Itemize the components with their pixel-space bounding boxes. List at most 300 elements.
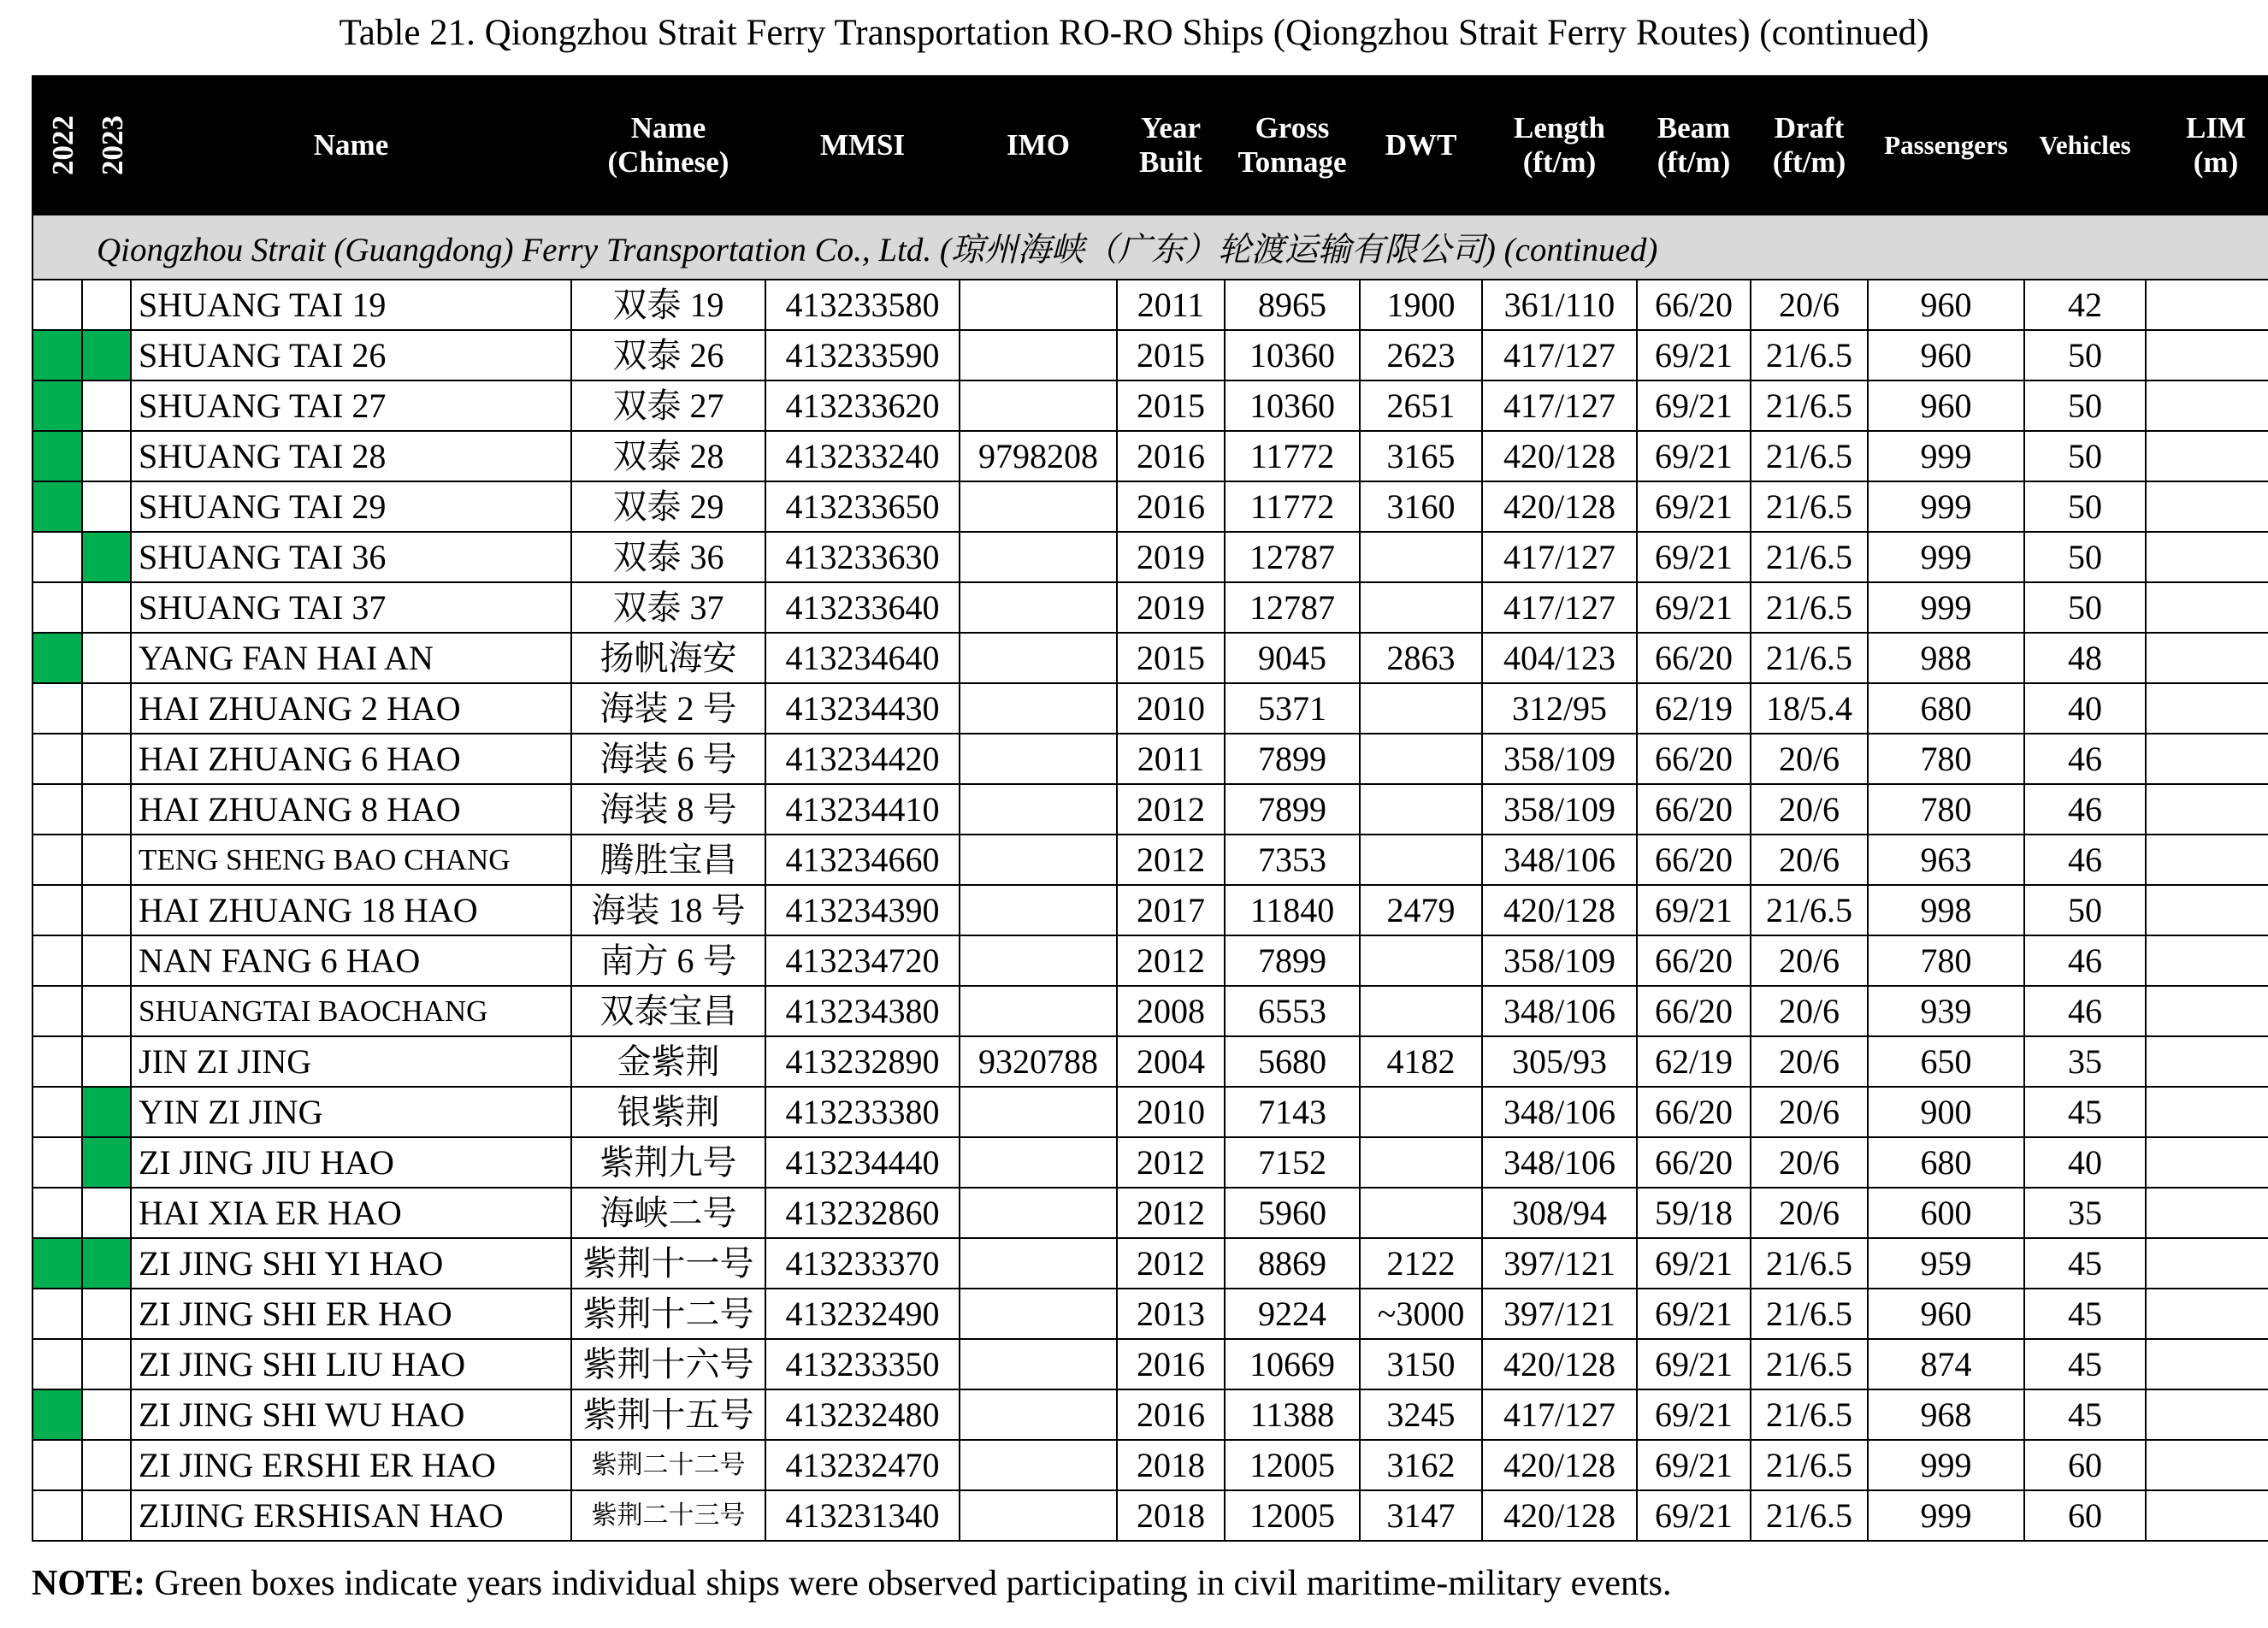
- mmsi-cell: 413233620: [765, 380, 960, 431]
- draft-cell: 20/6: [1751, 280, 1868, 330]
- observed-2022-box: [32, 280, 82, 330]
- observed-2023-box: [82, 330, 131, 380]
- length-cell: 348/106: [1482, 986, 1637, 1036]
- length-cell: 404/123: [1482, 633, 1637, 683]
- table-row: [32, 784, 2268, 835]
- lim-cell: [2146, 1289, 2268, 1339]
- passengers-cell: 999: [1868, 532, 2024, 582]
- dwt-cell: [1360, 734, 1482, 784]
- observed-2022-box: [32, 633, 82, 683]
- length-cell: 420/128: [1482, 1490, 1637, 1541]
- draft-cell: 20/6: [1751, 734, 1868, 784]
- table-row: [32, 885, 2268, 935]
- year-built-cell: 2013: [1117, 1289, 1225, 1339]
- ship-name: HAI ZHUANG 18 HAO: [131, 885, 571, 935]
- beam-cell: 69/21: [1637, 1389, 1751, 1440]
- ship-name-chinese: 紫荆二十三号: [571, 1490, 765, 1541]
- dwt-cell: 3165: [1360, 431, 1482, 481]
- imo-cell: [960, 1289, 1117, 1339]
- beam-cell: 66/20: [1637, 986, 1751, 1036]
- imo-cell: [960, 885, 1117, 935]
- vehicles-cell: 50: [2024, 582, 2146, 633]
- imo-cell: [960, 1087, 1117, 1137]
- draft-cell: 21/6.5: [1751, 582, 1868, 633]
- header-row: [32, 76, 2268, 215]
- dwt-cell: [1360, 683, 1482, 734]
- observed-2023-box: [82, 582, 131, 633]
- length-cell: 312/95: [1482, 683, 1637, 734]
- gross-tonnage-cell: 7353: [1225, 835, 1360, 885]
- table-row: [32, 734, 2268, 784]
- vehicles-cell: 50: [2024, 431, 2146, 481]
- dwt-cell: [1360, 935, 1482, 986]
- year-built-cell: 2015: [1117, 633, 1225, 683]
- lim-cell: [2146, 986, 2268, 1036]
- table-row: [32, 1087, 2268, 1137]
- passengers-cell: 680: [1868, 683, 2024, 734]
- year-built-cell: 2012: [1117, 784, 1225, 835]
- lim-cell: [2146, 1036, 2268, 1087]
- imo-cell: [960, 481, 1117, 532]
- ship-name-chinese: 双泰 26: [571, 330, 765, 380]
- observed-2023-box: [82, 1339, 131, 1389]
- ship-name: NAN FANG 6 HAO: [131, 935, 571, 986]
- table-row: [32, 935, 2268, 986]
- length-cell: 348/106: [1482, 835, 1637, 885]
- ship-name: HAI ZHUANG 6 HAO: [131, 734, 571, 784]
- vehicles-cell: 45: [2024, 1339, 2146, 1389]
- year-built-cell: 2011: [1117, 734, 1225, 784]
- lim-cell: [2146, 784, 2268, 835]
- vehicles-cell: 60: [2024, 1440, 2146, 1490]
- mmsi-cell: 413234390: [765, 885, 960, 935]
- gross-tonnage-cell: 12787: [1225, 532, 1360, 582]
- mmsi-cell: 413234640: [765, 633, 960, 683]
- beam-cell: 69/21: [1637, 431, 1751, 481]
- year-built-cell: 2008: [1117, 986, 1225, 1036]
- length-cell: 420/128: [1482, 885, 1637, 935]
- draft-cell: 20/6: [1751, 835, 1868, 885]
- passengers-cell: 780: [1868, 784, 2024, 835]
- header-imo: IMO: [960, 76, 1117, 215]
- ship-name-chinese: 紫荆十二号: [571, 1289, 765, 1339]
- beam-cell: 66/20: [1637, 835, 1751, 885]
- dwt-cell: 2863: [1360, 633, 1482, 683]
- beam-cell: 66/20: [1637, 784, 1751, 835]
- draft-cell: 20/6: [1751, 1036, 1868, 1087]
- beam-cell: 66/20: [1637, 280, 1751, 330]
- lim-cell: [2146, 1087, 2268, 1137]
- draft-cell: 21/6.5: [1751, 380, 1868, 431]
- dwt-cell: 3162: [1360, 1440, 1482, 1490]
- mmsi-cell: 413234410: [765, 784, 960, 835]
- ship-name-chinese: 双泰 27: [571, 380, 765, 431]
- year-built-cell: 2016: [1117, 481, 1225, 532]
- passengers-cell: 600: [1868, 1188, 2024, 1238]
- beam-cell: 66/20: [1637, 1137, 1751, 1188]
- table-row: [32, 986, 2268, 1036]
- ship-name: YIN ZI JING: [131, 1087, 571, 1137]
- dwt-cell: [1360, 1087, 1482, 1137]
- table-row: [32, 431, 2268, 481]
- ship-name: HAI XIA ER HAO: [131, 1188, 571, 1238]
- length-cell: 348/106: [1482, 1137, 1637, 1188]
- header-draft: Draft (ft/m): [1751, 76, 1868, 215]
- ship-name-chinese: 紫荆九号: [571, 1137, 765, 1188]
- table-row: [32, 1389, 2268, 1440]
- header-length: Length (ft/m): [1482, 76, 1637, 215]
- ship-name-chinese: 银紫荆: [571, 1087, 765, 1137]
- draft-cell: 21/6.5: [1751, 885, 1868, 935]
- lim-cell: [2146, 683, 2268, 734]
- mmsi-cell: 413234380: [765, 986, 960, 1036]
- beam-cell: 66/20: [1637, 1087, 1751, 1137]
- draft-cell: 21/6.5: [1751, 431, 1868, 481]
- passengers-cell: 680: [1868, 1137, 2024, 1188]
- gross-tonnage-cell: 8965: [1225, 280, 1360, 330]
- lim-cell: [2146, 1440, 2268, 1490]
- observed-2023-box: [82, 935, 131, 986]
- imo-cell: [960, 935, 1117, 986]
- observed-2022-box: [32, 330, 82, 380]
- draft-cell: 21/6.5: [1751, 1289, 1868, 1339]
- year-built-cell: 2012: [1117, 1188, 1225, 1238]
- mmsi-cell: 413234430: [765, 683, 960, 734]
- dwt-cell: [1360, 1137, 1482, 1188]
- passengers-cell: 999: [1868, 481, 2024, 532]
- passengers-cell: 999: [1868, 1440, 2024, 1490]
- imo-cell: [960, 784, 1117, 835]
- beam-cell: 69/21: [1637, 582, 1751, 633]
- lim-cell: [2146, 935, 2268, 986]
- gross-tonnage-cell: 8869: [1225, 1238, 1360, 1289]
- lim-cell: [2146, 380, 2268, 431]
- observed-2023-box: [82, 1188, 131, 1238]
- table-row: [32, 1238, 2268, 1289]
- mmsi-cell: 413233380: [765, 1087, 960, 1137]
- dwt-cell: [1360, 1188, 1482, 1238]
- table-row: [32, 1289, 2268, 1339]
- ship-name: SHUANG TAI 29: [131, 481, 571, 532]
- observed-2023-box: [82, 1289, 131, 1339]
- beam-cell: 69/21: [1637, 380, 1751, 431]
- observed-2022-box: [32, 885, 82, 935]
- observed-2022-box: [32, 1238, 82, 1289]
- passengers-cell: 960: [1868, 380, 2024, 431]
- vehicles-cell: 35: [2024, 1188, 2146, 1238]
- observed-2022-box: [32, 935, 82, 986]
- imo-cell: [960, 1490, 1117, 1541]
- vehicles-cell: 50: [2024, 330, 2146, 380]
- length-cell: 420/128: [1482, 431, 1637, 481]
- draft-cell: 21/6.5: [1751, 532, 1868, 582]
- lim-cell: [2146, 1137, 2268, 1188]
- beam-cell: 69/21: [1637, 1490, 1751, 1541]
- ship-name-chinese: 海装 2 号: [571, 683, 765, 734]
- vehicles-cell: 60: [2024, 1490, 2146, 1541]
- length-cell: 358/109: [1482, 784, 1637, 835]
- mmsi-cell: 413232470: [765, 1440, 960, 1490]
- vehicles-cell: 46: [2024, 734, 2146, 784]
- imo-cell: 9798208: [960, 431, 1117, 481]
- dwt-cell: 4182: [1360, 1036, 1482, 1087]
- header-passengers: Passengers: [1868, 76, 2024, 215]
- observed-2023-box: [82, 986, 131, 1036]
- mmsi-cell: 413231340: [765, 1490, 960, 1541]
- mmsi-cell: 413232480: [765, 1389, 960, 1440]
- lim-cell: [2146, 431, 2268, 481]
- vehicles-cell: 50: [2024, 380, 2146, 431]
- observed-2022-box: [32, 1087, 82, 1137]
- draft-cell: 21/6.5: [1751, 1238, 1868, 1289]
- imo-cell: [960, 380, 1117, 431]
- length-cell: 348/106: [1482, 1087, 1637, 1137]
- mmsi-cell: 413233580: [765, 280, 960, 330]
- beam-cell: 69/21: [1637, 1339, 1751, 1389]
- mmsi-cell: 413233350: [765, 1339, 960, 1389]
- observed-2023-box: [82, 633, 131, 683]
- draft-cell: 21/6.5: [1751, 330, 1868, 380]
- observed-2022-box: [32, 784, 82, 835]
- gross-tonnage-cell: 9045: [1225, 633, 1360, 683]
- ship-name: SHUANG TAI 28: [131, 431, 571, 481]
- table-row: [32, 683, 2268, 734]
- dwt-cell: [1360, 784, 1482, 835]
- gross-tonnage-cell: 11388: [1225, 1389, 1360, 1440]
- vehicles-cell: 48: [2024, 633, 2146, 683]
- header-vehicles: Vehicles: [2024, 76, 2146, 215]
- beam-cell: 69/21: [1637, 481, 1751, 532]
- draft-cell: 18/5.4: [1751, 683, 1868, 734]
- dwt-cell: [1360, 986, 1482, 1036]
- year-built-cell: 2012: [1117, 835, 1225, 885]
- observed-2022-box: [32, 1339, 82, 1389]
- year-built-cell: 2012: [1117, 935, 1225, 986]
- ship-name: ZI JING SHI YI HAO: [131, 1238, 571, 1289]
- passengers-cell: 999: [1868, 582, 2024, 633]
- length-cell: 397/121: [1482, 1238, 1637, 1289]
- year-built-cell: 2015: [1117, 330, 1225, 380]
- lim-cell: [2146, 582, 2268, 633]
- ship-name-chinese: 海装 8 号: [571, 784, 765, 835]
- imo-cell: [960, 280, 1117, 330]
- section-title: Qiongzhou Strait (Guangdong) Ferry Transportation Co., Ltd. (琼州海峡（广东）轮渡运输有限公司) (continued): [32, 215, 2268, 280]
- ship-name: SHUANG TAI 37: [131, 582, 571, 633]
- header-2023: 2023: [82, 76, 131, 215]
- gross-tonnage-cell: 5960: [1225, 1188, 1360, 1238]
- ship-name-chinese: 双泰 29: [571, 481, 765, 532]
- passengers-cell: 999: [1868, 431, 2024, 481]
- observed-2023-box: [82, 1440, 131, 1490]
- gross-tonnage-cell: 11772: [1225, 431, 1360, 481]
- observed-2022-box: [32, 532, 82, 582]
- ship-name-chinese: 双泰 28: [571, 431, 765, 481]
- dwt-cell: 2651: [1360, 380, 1482, 431]
- ship-name: ZI JING JIU HAO: [131, 1137, 571, 1188]
- imo-cell: 9320788: [960, 1036, 1117, 1087]
- draft-cell: 20/6: [1751, 986, 1868, 1036]
- imo-cell: [960, 1137, 1117, 1188]
- passengers-cell: 939: [1868, 986, 2024, 1036]
- gross-tonnage-cell: 12005: [1225, 1440, 1360, 1490]
- beam-cell: 62/19: [1637, 683, 1751, 734]
- ship-name: JIN ZI JING: [131, 1036, 571, 1087]
- year-built-cell: 2004: [1117, 1036, 1225, 1087]
- vehicles-cell: 42: [2024, 280, 2146, 330]
- header-lim: LIM (m): [2146, 76, 2268, 215]
- length-cell: 417/127: [1482, 330, 1637, 380]
- vehicles-cell: 46: [2024, 935, 2146, 986]
- dwt-cell: 2122: [1360, 1238, 1482, 1289]
- ship-name: TENG SHENG BAO CHANG: [131, 835, 571, 885]
- gross-tonnage-cell: 7899: [1225, 734, 1360, 784]
- lim-cell: [2146, 1339, 2268, 1389]
- imo-cell: [960, 330, 1117, 380]
- gross-tonnage-cell: 6553: [1225, 986, 1360, 1036]
- year-built-cell: 2017: [1117, 885, 1225, 935]
- observed-2023-box: [82, 784, 131, 835]
- header-2022: 2022: [32, 76, 82, 215]
- year-built-cell: 2010: [1117, 683, 1225, 734]
- year-built-cell: 2019: [1117, 532, 1225, 582]
- observed-2023-box: [82, 1036, 131, 1087]
- vehicles-cell: 40: [2024, 683, 2146, 734]
- ship-name-chinese: 双泰 19: [571, 280, 765, 330]
- observed-2023-box: [82, 1490, 131, 1541]
- observed-2022-box: [32, 1389, 82, 1440]
- header-gross-tonnage: Gross Tonnage: [1225, 76, 1360, 215]
- draft-cell: 21/6.5: [1751, 1490, 1868, 1541]
- gross-tonnage-cell: 7143: [1225, 1087, 1360, 1137]
- observed-2023-box: [82, 885, 131, 935]
- gross-tonnage-cell: 5371: [1225, 683, 1360, 734]
- lim-cell: [2146, 1490, 2268, 1541]
- ship-name: ZI JING SHI ER HAO: [131, 1289, 571, 1339]
- passengers-cell: 960: [1868, 1289, 2024, 1339]
- year-built-cell: 2012: [1117, 1137, 1225, 1188]
- ship-name-chinese: 紫荆十六号: [571, 1339, 765, 1389]
- beam-cell: 69/21: [1637, 330, 1751, 380]
- beam-cell: 69/21: [1637, 1238, 1751, 1289]
- lim-cell: [2146, 835, 2268, 885]
- beam-cell: 66/20: [1637, 935, 1751, 986]
- length-cell: 358/109: [1482, 935, 1637, 986]
- table-row: [32, 835, 2268, 885]
- passengers-cell: 988: [1868, 633, 2024, 683]
- gross-tonnage-cell: 10360: [1225, 330, 1360, 380]
- table-row: [32, 1490, 2268, 1541]
- passengers-cell: 874: [1868, 1339, 2024, 1389]
- mmsi-cell: 413233630: [765, 532, 960, 582]
- header-beam: Beam (ft/m): [1637, 76, 1751, 215]
- imo-cell: [960, 1188, 1117, 1238]
- imo-cell: [960, 1440, 1117, 1490]
- footnote: [32, 1560, 1671, 1607]
- year-built-cell: 2018: [1117, 1440, 1225, 1490]
- observed-2022-box: [32, 683, 82, 734]
- vehicles-cell: 45: [2024, 1389, 2146, 1440]
- dwt-cell: 3150: [1360, 1339, 1482, 1389]
- mmsi-cell: 413234440: [765, 1137, 960, 1188]
- gross-tonnage-cell: 11772: [1225, 481, 1360, 532]
- dwt-cell: 3245: [1360, 1389, 1482, 1440]
- imo-cell: [960, 582, 1117, 633]
- header-dwt: DWT: [1360, 76, 1482, 215]
- gross-tonnage-cell: 7899: [1225, 784, 1360, 835]
- length-cell: 420/128: [1482, 1440, 1637, 1490]
- mmsi-cell: 413232860: [765, 1188, 960, 1238]
- ship-name-chinese: 金紫荆: [571, 1036, 765, 1087]
- header-name-chinese: Name (Chinese): [571, 76, 765, 215]
- draft-cell: 21/6.5: [1751, 633, 1868, 683]
- dwt-cell: 2479: [1360, 885, 1482, 935]
- observed-2022-box: [32, 582, 82, 633]
- table-row: [32, 380, 2268, 431]
- ship-name: SHUANGTAI BAOCHANG: [131, 986, 571, 1036]
- note-label: NOTE:: [32, 1564, 146, 1603]
- length-cell: 305/93: [1482, 1036, 1637, 1087]
- observed-2022-box: [32, 734, 82, 784]
- year-built-cell: 2016: [1117, 1389, 1225, 1440]
- ship-name-chinese: 双泰 37: [571, 582, 765, 633]
- table-row: [32, 330, 2268, 380]
- lim-cell: [2146, 885, 2268, 935]
- length-cell: 308/94: [1482, 1188, 1637, 1238]
- draft-cell: 21/6.5: [1751, 1440, 1868, 1490]
- beam-cell: 69/21: [1637, 885, 1751, 935]
- lim-cell: [2146, 734, 2268, 784]
- observed-2023-box: [82, 1087, 131, 1137]
- ship-name-chinese: 紫荆十一号: [571, 1238, 765, 1289]
- gross-tonnage-cell: 11840: [1225, 885, 1360, 935]
- observed-2022-box: [32, 835, 82, 885]
- mmsi-cell: 413234420: [765, 734, 960, 784]
- observed-2023-box: [82, 380, 131, 431]
- note-text: Green boxes indicate years individual ships were observed participating in civil maritime-military events.: [145, 1564, 1672, 1603]
- passengers-cell: 960: [1868, 280, 2024, 330]
- passengers-cell: 960: [1868, 330, 2024, 380]
- passengers-cell: 968: [1868, 1389, 2024, 1440]
- observed-2022-box: [32, 1188, 82, 1238]
- year-built-cell: 2012: [1117, 1238, 1225, 1289]
- table-row: [32, 1137, 2268, 1188]
- length-cell: 358/109: [1482, 734, 1637, 784]
- draft-cell: 21/6.5: [1751, 1339, 1868, 1389]
- ship-name-chinese: 紫荆二十二号: [571, 1440, 765, 1490]
- ship-name: ZI JING SHI WU HAO: [131, 1389, 571, 1440]
- table-row: [32, 532, 2268, 582]
- dwt-cell: ~3000: [1360, 1289, 1482, 1339]
- header-mmsi: MMSI: [765, 76, 960, 215]
- dwt-cell: [1360, 582, 1482, 633]
- observed-2023-box: [82, 734, 131, 784]
- header-name: Name: [131, 76, 571, 215]
- length-cell: 420/128: [1482, 481, 1637, 532]
- mmsi-cell: 413233590: [765, 330, 960, 380]
- mmsi-cell: 413233240: [765, 431, 960, 481]
- length-cell: 417/127: [1482, 532, 1637, 582]
- ship-name-chinese: 紫荆十五号: [571, 1389, 765, 1440]
- dwt-cell: [1360, 532, 1482, 582]
- gross-tonnage-cell: 12005: [1225, 1490, 1360, 1541]
- mmsi-cell: 413233650: [765, 481, 960, 532]
- year-built-cell: 2010: [1117, 1087, 1225, 1137]
- ship-name-chinese: 双泰 36: [571, 532, 765, 582]
- mmsi-cell: 413233370: [765, 1238, 960, 1289]
- observed-2022-box: [32, 1137, 82, 1188]
- imo-cell: [960, 734, 1117, 784]
- observed-2022-box: [32, 380, 82, 431]
